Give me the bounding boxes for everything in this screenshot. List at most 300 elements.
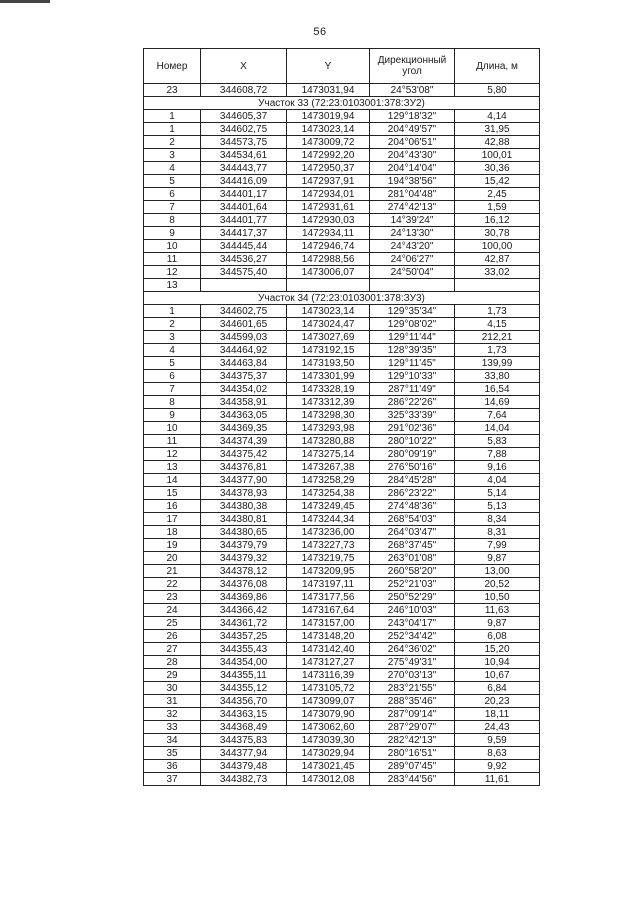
cell-number: 33 [144,721,201,734]
cell-y: 1473328,19 [287,383,370,396]
cell-y: 1472934,11 [287,227,370,240]
table-row [144,747,540,760]
cell-number: 4 [144,162,201,175]
cell-angle: 260°58'20" [370,565,455,578]
cell-x: 344573,75 [201,136,287,149]
table-row [144,578,540,591]
cell-y: 1473148,20 [287,630,370,643]
cell-y: 1473116,39 [287,669,370,682]
cell-y: 1473021,45 [287,760,370,773]
cell-x: 344602,75 [201,123,287,136]
table-body [144,84,540,786]
cell-number: 11 [144,253,201,266]
cell-y: 1473177,56 [287,591,370,604]
cell-number: 32 [144,708,201,721]
cell-number: 8 [144,396,201,409]
cell-length: 10,94 [455,656,540,669]
cell-x: 344363,15 [201,708,287,721]
cell-angle: 204°49'57" [370,123,455,136]
section-row [144,292,540,305]
cell-number: 20 [144,552,201,565]
cell-x: 344355,11 [201,669,287,682]
cell-length: 6,84 [455,682,540,695]
cell-x: 344366,42 [201,604,287,617]
cell-number: 12 [144,448,201,461]
cell-x: 344417,37 [201,227,287,240]
cell-length: 2,45 [455,188,540,201]
cell-x: 344379,79 [201,539,287,552]
cell-length: 4,04 [455,474,540,487]
cell-angle: 24°13'30" [370,227,455,240]
section-row [144,97,540,110]
cell-y: 1473127,27 [287,656,370,669]
cell-angle: 129°35'34" [370,305,455,318]
cell-x: 344534,61 [201,149,287,162]
cell-x: 344445,44 [201,240,287,253]
cell-angle: 128°39'35" [370,344,455,357]
cell-x: 344443,77 [201,162,287,175]
cell-length: 16,12 [455,214,540,227]
cell-y: 1473019,94 [287,110,370,123]
cell-angle: 291°02'36" [370,422,455,435]
cell-angle: 288°35'46" [370,695,455,708]
table-row [144,162,540,175]
cell-x: 344380,81 [201,513,287,526]
cell-angle: 246°10'03" [370,604,455,617]
cell-number: 1 [144,110,201,123]
header-y: Y [287,49,370,84]
cell-number: 21 [144,565,201,578]
cell-angle: 129°11'44" [370,331,455,344]
cell-x: 344357,25 [201,630,287,643]
cell-number: 26 [144,630,201,643]
cell-number: 10 [144,422,201,435]
cell-y: 1473157,00 [287,617,370,630]
cell-y: 1473105,72 [287,682,370,695]
table-row [144,682,540,695]
table-row [144,357,540,370]
cell-x: 344354,00 [201,656,287,669]
cell-y: 1473193,50 [287,357,370,370]
cell-x: 344602,75 [201,305,287,318]
cell-length: 33,02 [455,266,540,279]
cell-y: 1473027,69 [287,331,370,344]
cell-number: 12 [144,266,201,279]
cell-y: 1473029,94 [287,747,370,760]
cell-length: 1,73 [455,344,540,357]
cell-angle: 252°21'03" [370,578,455,591]
cell-x: 344376,08 [201,578,287,591]
cell-angle: 24°50'04" [370,266,455,279]
cell-length: 14,69 [455,396,540,409]
cell-length: 42,88 [455,136,540,149]
cell-length: 42,87 [455,253,540,266]
table-row [144,136,540,149]
table-row [144,552,540,565]
cell-x: 344416,09 [201,175,287,188]
cell-y: 1473244,34 [287,513,370,526]
section-title: Участок 33 (72:23:0103001:378:ЗУ2) [144,97,540,110]
cell-x: 344382,73 [201,773,287,786]
cell-angle: 129°08'02" [370,318,455,331]
cell-number: 31 [144,695,201,708]
cell-y: 1472992,20 [287,149,370,162]
cell-y: 1473301,99 [287,370,370,383]
cell-number: 6 [144,370,201,383]
cell-y: 1473249,45 [287,500,370,513]
cell-number: 13 [144,279,201,292]
cell-number: 35 [144,747,201,760]
cell-x: 344401,77 [201,214,287,227]
cell-y [287,279,370,292]
cell-y: 1473236,00 [287,526,370,539]
cell-angle: 280°16'51" [370,747,455,760]
cell-length: 15,42 [455,175,540,188]
cell-angle: 204°06'51" [370,136,455,149]
cell-angle: 274°48'36" [370,500,455,513]
cell-number: 37 [144,773,201,786]
cell-y: 1472934,01 [287,188,370,201]
cell-x: 344463,84 [201,357,287,370]
table-header [144,49,540,84]
cell-x: 344358,91 [201,396,287,409]
cell-angle: 204°14'04" [370,162,455,175]
cell-angle: 289°07'45" [370,760,455,773]
cell-number: 5 [144,175,201,188]
cell-length: 8,63 [455,747,540,760]
cell-length: 9,59 [455,734,540,747]
cell-y: 1473312,39 [287,396,370,409]
cell-length: 30,36 [455,162,540,175]
cell-number: 29 [144,669,201,682]
cell-angle: 129°18'32" [370,110,455,123]
table-row [144,487,540,500]
table-row [144,188,540,201]
cell-x: 344536,27 [201,253,287,266]
table-row [144,149,540,162]
cell-x: 344354,02 [201,383,287,396]
cell-y: 1473009,72 [287,136,370,149]
table-row [144,266,540,279]
cell-length: 5,13 [455,500,540,513]
table-row [144,669,540,682]
cell-length: 11,63 [455,604,540,617]
page-corner-mark [0,0,50,3]
cell-x: 344380,38 [201,500,287,513]
cell-x: 344361,72 [201,617,287,630]
cell-x: 344401,64 [201,201,287,214]
cell-y: 1473167,64 [287,604,370,617]
table-row [144,253,540,266]
cell-y: 1473275,14 [287,448,370,461]
cell-number: 3 [144,149,201,162]
cell-x: 344369,86 [201,591,287,604]
cell-x: 344375,83 [201,734,287,747]
cell-number: 18 [144,526,201,539]
cell-length: 20,23 [455,695,540,708]
cell-length: 7,88 [455,448,540,461]
cell-angle: 243°04'17" [370,617,455,630]
cell-number: 9 [144,409,201,422]
cell-angle: 284°45'28" [370,474,455,487]
cell-y: 1473298,30 [287,409,370,422]
cell-number: 13 [144,461,201,474]
table-row [144,383,540,396]
cell-number: 7 [144,383,201,396]
cell-x: 344375,37 [201,370,287,383]
cell-angle: 129°11'45" [370,357,455,370]
cell-y: 1473023,14 [287,305,370,318]
cell-length: 9,87 [455,617,540,630]
cell-y: 1472930,03 [287,214,370,227]
table-row [144,708,540,721]
cell-x: 344377,94 [201,747,287,760]
cell-y: 1472950,37 [287,162,370,175]
table-row [144,500,540,513]
cell-angle: 276°50'16" [370,461,455,474]
cell-angle: 274°42'13" [370,201,455,214]
table-row [144,409,540,422]
cell-x: 344375,42 [201,448,287,461]
cell-angle: 270°03'13" [370,669,455,682]
cell-length: 4,14 [455,110,540,123]
cell-length [455,279,540,292]
cell-x: 344605,37 [201,110,287,123]
cell-length: 9,92 [455,760,540,773]
cell-x: 344355,12 [201,682,287,695]
table-row [144,591,540,604]
cell-number: 25 [144,617,201,630]
cell-number: 19 [144,539,201,552]
cell-x: 344379,48 [201,760,287,773]
cell-length: 9,87 [455,552,540,565]
cell-x: 344376,81 [201,461,287,474]
cell-angle [370,279,455,292]
cell-angle: 263°01'08" [370,552,455,565]
header-direction-angle: Дирекционный угол [370,49,455,84]
table-row [144,630,540,643]
cell-y: 1473219,75 [287,552,370,565]
cell-angle: 268°54'03" [370,513,455,526]
table-row [144,227,540,240]
table-row [144,474,540,487]
cell-angle: 283°44'56" [370,773,455,786]
cell-length: 9,16 [455,461,540,474]
cell-number: 34 [144,734,201,747]
header-number: Номер [144,49,201,84]
cell-y: 1473031,94 [287,84,370,97]
cell-length: 11,61 [455,773,540,786]
cell-angle: 286°22'26" [370,396,455,409]
cell-length: 20,52 [455,578,540,591]
section-title: Участок 34 (72:23:0103001:378:ЗУ3) [144,292,540,305]
cell-angle: 286°23'22" [370,487,455,500]
table-row [144,734,540,747]
cell-angle: 129°10'33" [370,370,455,383]
cell-angle: 287°11'49" [370,383,455,396]
table-row [144,604,540,617]
cell-x: 344378,93 [201,487,287,500]
header-length: Длина, м [455,49,540,84]
table-row [144,461,540,474]
cell-y: 1473079,90 [287,708,370,721]
table-row [144,175,540,188]
cell-number: 36 [144,760,201,773]
cell-number: 1 [144,305,201,318]
cell-length: 5,83 [455,435,540,448]
table-row [144,305,540,318]
cell-x: 344379,32 [201,552,287,565]
table-row [144,565,540,578]
table-row [144,84,540,97]
cell-x: 344608,72 [201,84,287,97]
cell-x: 344363,05 [201,409,287,422]
cell-x: 344369,35 [201,422,287,435]
table-row [144,513,540,526]
cell-y: 1473142,40 [287,643,370,656]
cell-length: 14,04 [455,422,540,435]
cell-y: 1473012,08 [287,773,370,786]
cell-y: 1473280,88 [287,435,370,448]
cell-length: 100,00 [455,240,540,253]
table-row [144,695,540,708]
cell-number: 27 [144,643,201,656]
table-row [144,318,540,331]
cell-y: 1473258,29 [287,474,370,487]
cell-length: 5,14 [455,487,540,500]
table-row [144,240,540,253]
cell-length: 10,67 [455,669,540,682]
cell-length: 4,15 [455,318,540,331]
cell-y: 1473006,07 [287,266,370,279]
cell-length: 1,73 [455,305,540,318]
table-row [144,760,540,773]
table-row [144,773,540,786]
table-row [144,344,540,357]
table-row [144,448,540,461]
cell-angle: 325°33'39" [370,409,455,422]
cell-angle: 24°53'08" [370,84,455,97]
cell-number: 8 [144,214,201,227]
cell-number: 14 [144,474,201,487]
cell-number: 2 [144,136,201,149]
cell-x: 344374,39 [201,435,287,448]
cell-y: 1473062,60 [287,721,370,734]
header-x: X [201,49,287,84]
cell-x: 344377,90 [201,474,287,487]
cell-y: 1473039,30 [287,734,370,747]
cell-length: 212,21 [455,331,540,344]
cell-y: 1473254,38 [287,487,370,500]
cell-length: 24,43 [455,721,540,734]
cell-number: 30 [144,682,201,695]
table-row [144,279,540,292]
cell-angle: 280°10'22" [370,435,455,448]
cell-angle: 287°29'07" [370,721,455,734]
cell-x: 344368,49 [201,721,287,734]
table-row [144,643,540,656]
cell-number: 16 [144,500,201,513]
cell-length: 15,20 [455,643,540,656]
table-row [144,539,540,552]
cell-y: 1473192,15 [287,344,370,357]
cell-length: 7,99 [455,539,540,552]
cell-x: 344601,65 [201,318,287,331]
cell-y: 1472937,91 [287,175,370,188]
table-row [144,656,540,669]
coordinates-table [143,48,540,786]
cell-angle: 14°39'24" [370,214,455,227]
cell-x: 344356,70 [201,695,287,708]
cell-y: 1473023,14 [287,123,370,136]
cell-angle: 268°37'45" [370,539,455,552]
cell-number: 3 [144,331,201,344]
cell-number: 23 [144,591,201,604]
cell-angle: 252°34'42" [370,630,455,643]
cell-length: 1,59 [455,201,540,214]
cell-length: 31,95 [455,123,540,136]
cell-y: 1473293,98 [287,422,370,435]
cell-length: 33,80 [455,370,540,383]
table-row [144,526,540,539]
cell-y: 1473209,95 [287,565,370,578]
cell-angle: 283°21'55" [370,682,455,695]
cell-x: 344464,92 [201,344,287,357]
cell-number: 23 [144,84,201,97]
table-row [144,435,540,448]
cell-length: 10,50 [455,591,540,604]
cell-length: 7,64 [455,409,540,422]
cell-x: 344575,40 [201,266,287,279]
cell-length: 8,31 [455,526,540,539]
table-row [144,123,540,136]
cell-length: 100,01 [455,149,540,162]
cell-x: 344401,17 [201,188,287,201]
cell-number: 6 [144,188,201,201]
cell-angle: 280°09'19" [370,448,455,461]
cell-y: 1472946,74 [287,240,370,253]
table-row [144,110,540,123]
cell-length: 5,80 [455,84,540,97]
cell-length: 8,34 [455,513,540,526]
cell-angle: 275°49'31" [370,656,455,669]
cell-angle: 24°06'27" [370,253,455,266]
cell-number: 11 [144,435,201,448]
cell-angle: 264°03'47" [370,526,455,539]
cell-length: 6,08 [455,630,540,643]
cell-x [201,279,287,292]
cell-length: 16,54 [455,383,540,396]
table-row [144,422,540,435]
cell-length: 30,78 [455,227,540,240]
cell-y: 1472931,61 [287,201,370,214]
cell-angle: 24°43'20" [370,240,455,253]
cell-number: 10 [144,240,201,253]
cell-length: 139,99 [455,357,540,370]
cell-y: 1473197,11 [287,578,370,591]
table-row [144,370,540,383]
table-row [144,396,540,409]
cell-length: 13,00 [455,565,540,578]
table-row [144,331,540,344]
cell-number: 5 [144,357,201,370]
cell-length: 18,11 [455,708,540,721]
table-row [144,214,540,227]
cell-number: 28 [144,656,201,669]
cell-x: 344380,65 [201,526,287,539]
cell-x: 344599,03 [201,331,287,344]
cell-x: 344378,12 [201,565,287,578]
